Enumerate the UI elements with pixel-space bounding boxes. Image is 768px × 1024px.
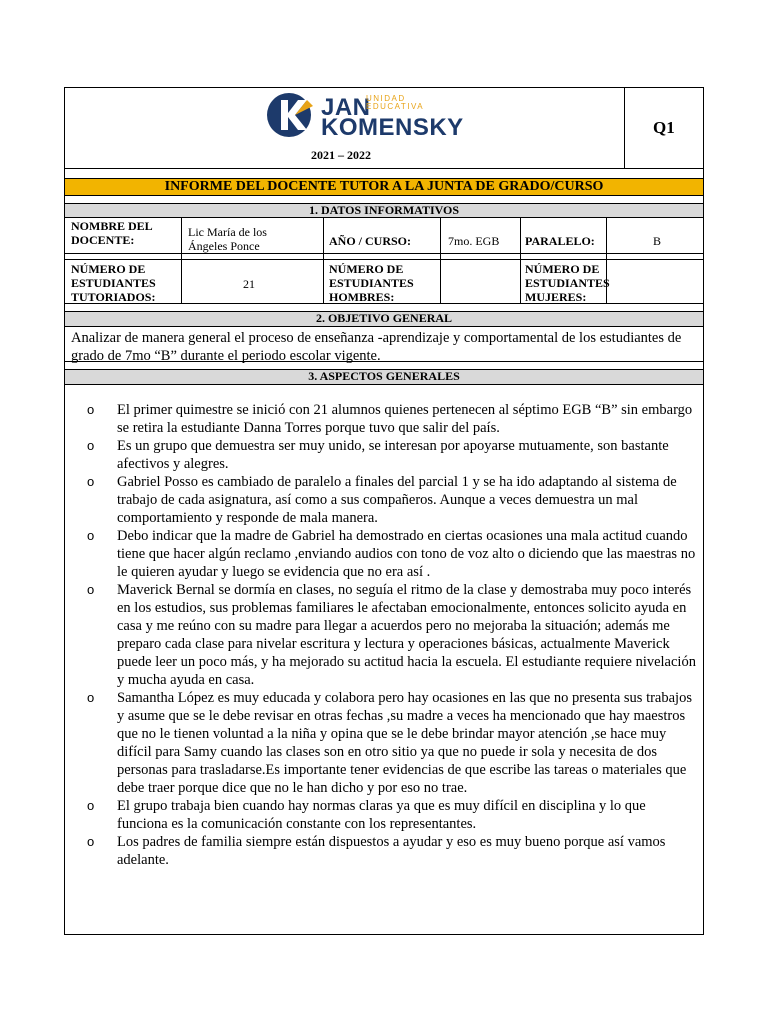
bullet-icon: o — [87, 528, 95, 543]
rule — [65, 253, 703, 254]
rule — [65, 384, 703, 385]
docente-value — [188, 225, 267, 253]
section-2-heading: 2. OBJETIVO GENERAL — [65, 312, 703, 326]
docente-label — [71, 219, 153, 247]
hombres-label-line: HOMBRES: — [329, 290, 395, 304]
school-year: 2021 – 2022 — [311, 148, 371, 162]
logo-k-icon — [265, 90, 317, 140]
section-3-heading: 3. ASPECTOS GENERALES — [65, 370, 703, 384]
list-item-text: Debo indicar que la madre de Gabriel ha demostrado en ciertas ocasiones una mala actitud cuando tiene que hacer algún reclamo ,enviando audios con tono de voz alto o diciendo que las maestras no le quieren ayudar y luego se evidencia que no era así . — [117, 528, 696, 580]
curso-value: 7mo. EGB — [448, 234, 500, 248]
rule — [65, 326, 703, 327]
form-code: Q1 — [653, 118, 675, 137]
logo-tagline-1: UNIDAD — [366, 94, 406, 103]
bullet-icon: o — [87, 438, 95, 453]
header-divider — [624, 88, 625, 168]
mujeres-label-line: MUJERES: — [525, 290, 587, 304]
bullet-icon: o — [87, 690, 95, 705]
rule — [65, 195, 703, 196]
rule — [65, 168, 703, 169]
tutoriados-label-line: TUTORIADOS: — [71, 290, 156, 304]
hombres-label-line: ESTUDIANTES — [329, 276, 414, 290]
hombres-label-line: NÚMERO DE — [329, 262, 404, 276]
list-item-text: Los padres de familia siempre están dispuestos a ayudar y eso es muy bueno porque así vamos adelante. — [117, 834, 666, 868]
list-item — [87, 833, 699, 869]
col-divider — [440, 217, 441, 303]
col-divider — [520, 217, 521, 303]
docente-label-line: DOCENTE: — [71, 233, 135, 247]
list-item-text: Samantha López es muy educada y colabora pero hay ocasiones en las que no presenta sus trabajos y asume que se le debe revisar en otras fechas ,su madre a veces ha mencionado que hay maestros que no le tienen voluntad a la niña y opina que se le debe brindar mayor atención ,se hace muy difícil para Samy cuando las clases son en otro sitio ya que no puede ir sola y necesita de dos personas para trasladarse.Es importante tener evidencias de que escribe las tareas o materiales que debe traer porque dice que no le han dicho y por eso no trae. — [117, 690, 692, 796]
rule — [65, 303, 703, 304]
logo-word-jan: JAN — [321, 94, 371, 121]
general-objective: Analizar de manera general el proceso de enseñanza -aprendizaje y comportamental de los estudiantes de grado de 7mo “B” durante el periodo escolar vigente. — [71, 330, 682, 364]
tutoriados-label-line: ESTUDIANTES — [71, 276, 156, 290]
tutoriados-label-line: NÚMERO DE — [71, 262, 146, 276]
list-item-text: Maverick Bernal se dormía en clases, no seguía el ritmo de la clase y demostraba muy poco interés en los estudios, sus problemas familiares le afectaban emocionalmente, entonces solicito ayuda en casa y me reúno con su madre para llegar a acuerdos pero no mejoraba la situación; además me preparo cada clase para nivelar escritura y lectura y operaciones básicas, actualmente Maverick puede leer un poco más, y ha mejorado su actitud hacia la escuela. El estudiante requiere nivelación y mucha ayuda en casa. — [117, 582, 696, 688]
hombres-label — [329, 262, 414, 304]
list-item-text: Gabriel Posso es cambiado de paralelo a finales del parcial 1 y se ha ido adaptando al sistema de trabajo de cada asignatura, así como a sus compañeros. Aunque a veces demuestra un mal comportamiento y responde de mala manera. — [117, 474, 677, 526]
section-1-heading: 1. DATOS INFORMATIVOS — [65, 204, 703, 217]
list-item-text: El primer quimestre se inició con 21 alumnos quienes pertenecen al séptimo EGB “B” sin embargo se retira la estudiante Danna Torres porque tuvo que salir del país. — [117, 402, 693, 436]
mujeres-label-line: NÚMERO DE — [525, 262, 600, 276]
bullet-icon: o — [87, 402, 95, 417]
docente-label-line: NOMBRE DEL — [71, 219, 153, 233]
school-logo — [265, 90, 465, 142]
mujeres-label — [525, 262, 610, 304]
tutoriados-label — [71, 262, 156, 304]
col-divider — [181, 217, 182, 303]
tutoriados-value: 21 — [243, 277, 255, 291]
paralelo-value: B — [653, 234, 662, 248]
bullet-icon: o — [87, 582, 95, 597]
docente-value-line: Ángeles Ponce — [188, 239, 260, 253]
list-item — [87, 473, 699, 527]
logo-tagline-2: EDUCATIVA — [366, 102, 425, 111]
docente-value-line: Lic María de los — [188, 225, 267, 239]
aspects-list — [87, 401, 699, 869]
curso-label: AÑO / CURSO: — [329, 234, 412, 248]
list-item-text: El grupo trabaja bien cuando hay normas claras ya que es muy difícil en disciplina y lo que funciona es la comunicación constante con los representantes. — [117, 798, 646, 832]
rule — [65, 217, 703, 218]
list-item — [87, 401, 699, 437]
rule — [65, 361, 703, 362]
col-divider — [323, 217, 324, 303]
list-item — [87, 437, 699, 473]
bullet-icon: o — [87, 474, 95, 489]
list-item — [87, 581, 699, 689]
rule — [65, 259, 703, 260]
report-form — [64, 87, 704, 935]
list-item-text: Es un grupo que demuestra ser muy unido, se interesan por apoyarse mutuamente, son bastante afectivos y alegres. — [117, 438, 669, 472]
list-item — [87, 527, 699, 581]
list-item — [87, 689, 699, 797]
logo-word-komensky: KOMENSKY — [321, 114, 464, 141]
paralelo-label: PARALELO: — [525, 234, 595, 248]
report-title: INFORME DEL DOCENTE TUTOR A LA JUNTA DE GRADO/CURSO — [65, 179, 703, 195]
bullet-icon: o — [87, 798, 95, 813]
mujeres-label-line: ESTUDIANTES — [525, 276, 610, 290]
logo-tagline — [366, 95, 424, 111]
bullet-icon: o — [87, 834, 95, 849]
list-item — [87, 797, 699, 833]
